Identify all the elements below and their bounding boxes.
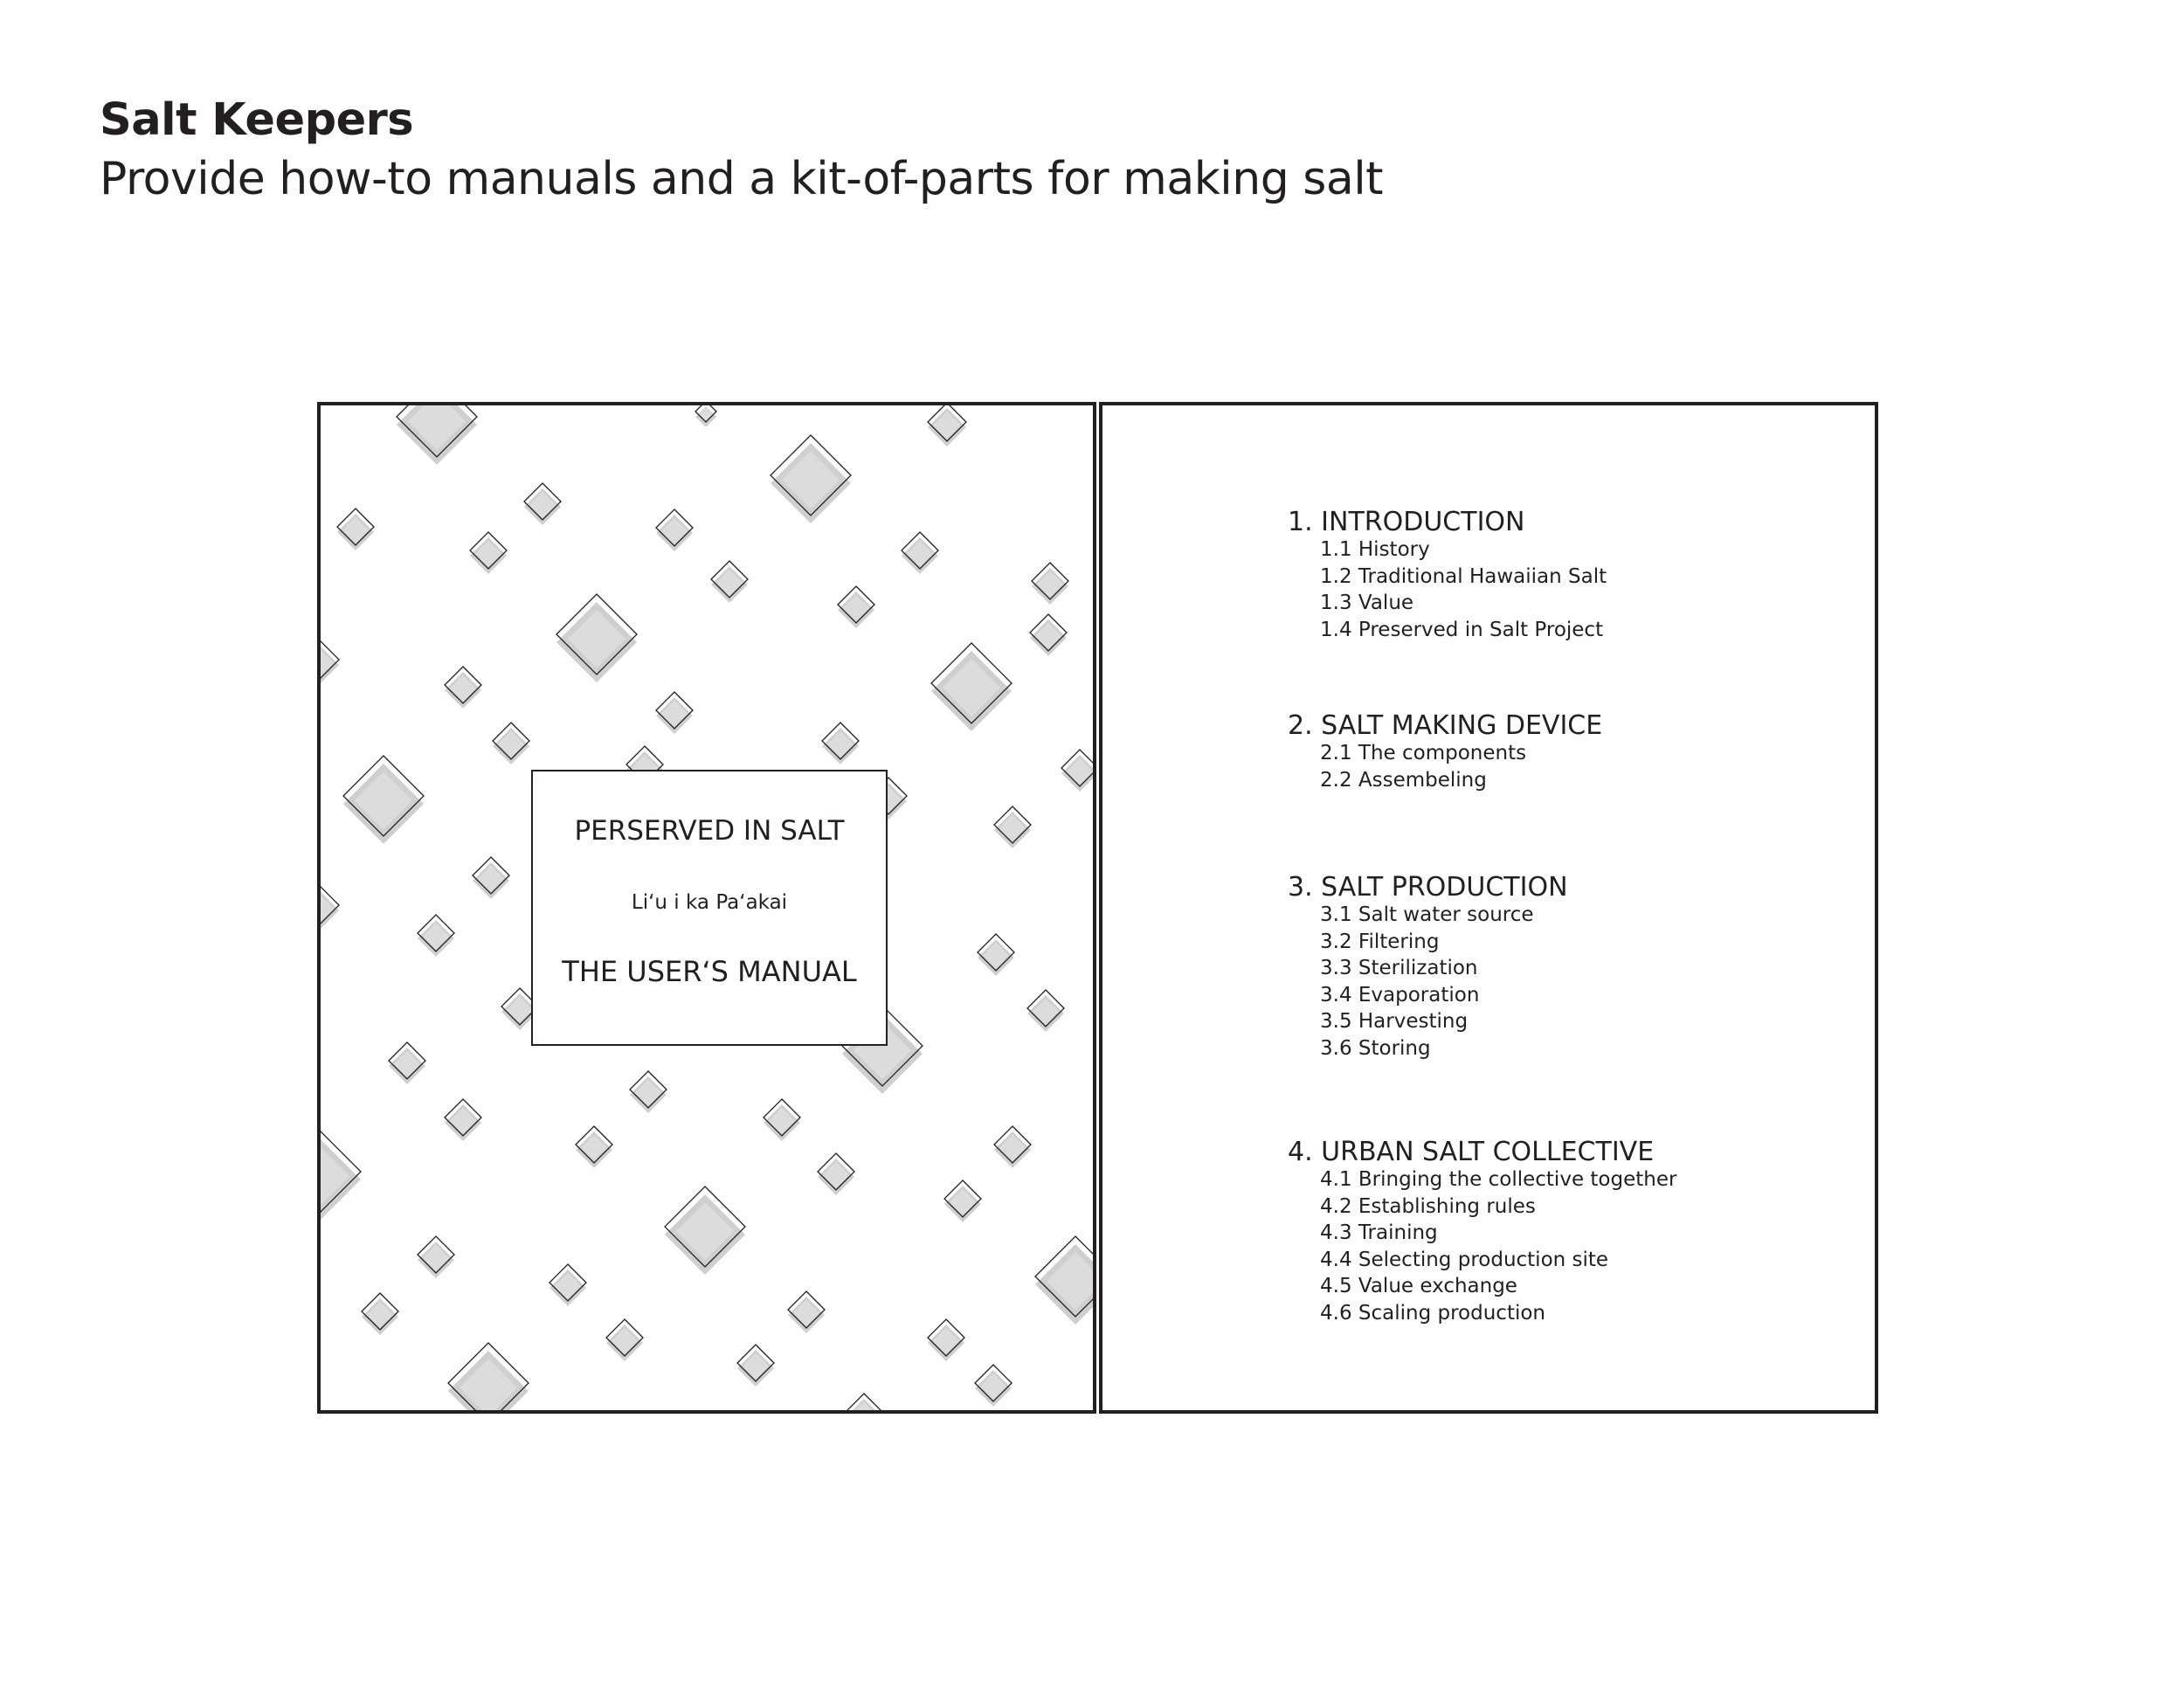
toc-item: 4.3 Training <box>1320 1221 1438 1244</box>
salt-crystal-diamond <box>737 1345 774 1387</box>
cover-manual-title: THE USER‘S MANUAL <box>562 955 857 988</box>
toc-item: 2.2 Assembeling <box>1320 768 1487 792</box>
toc-item: 3.2 Filtering <box>1320 930 1440 953</box>
cover-title-box <box>531 770 888 1046</box>
salt-crystal-diamond <box>576 1126 612 1168</box>
toc-item: 3.5 Harvesting <box>1320 1010 1469 1033</box>
toc-item: 4.4 Selecting production site <box>1320 1248 1609 1271</box>
salt-crystal-diamond <box>418 915 454 957</box>
salt-crystal-diamond <box>606 1319 643 1361</box>
salt-crystal-diamond <box>711 561 748 603</box>
salt-crystal-diamond <box>838 586 874 628</box>
toc-item: 4.6 Scaling production <box>1320 1301 1545 1325</box>
salt-crystal-diamond <box>944 1180 981 1222</box>
salt-crystal-diamond <box>788 1291 825 1333</box>
salt-crystal-diamond <box>771 435 851 523</box>
salt-crystal-diamond <box>362 1293 398 1335</box>
salt-crystal-diamond <box>321 1131 361 1220</box>
salt-crystal-diamond <box>978 934 1014 976</box>
salt-crystal-diamond <box>1035 1236 1096 1325</box>
toc-item: 3.3 Sterilization <box>1320 957 1478 979</box>
salt-crystal-diamond <box>448 1343 529 1414</box>
toc-section-introduction <box>1288 508 1607 643</box>
salt-crystal-diamond <box>343 756 424 844</box>
toc-item: 2.1 The components <box>1320 742 1527 764</box>
cover-hawaiian-title: Li‘u i ka Pa‘akai <box>631 891 788 914</box>
toc-item: 3.6 Storing <box>1320 1036 1431 1060</box>
cover-title: PERSERVED IN SALT <box>574 815 845 847</box>
salt-crystal-diamond <box>524 483 561 525</box>
toc-item: 3.1 Salt water source <box>1320 903 1534 926</box>
salt-crystal-diamond <box>556 594 637 682</box>
salt-crystal-diamond <box>994 806 1031 848</box>
toc-heading: 4. URBAN SALT COLLECTIVE <box>1288 1137 1655 1167</box>
salt-crystal-diamond <box>397 405 477 465</box>
salt-crystal-diamond <box>902 532 938 574</box>
toc-item: 4.2 Establishing rules <box>1320 1194 1536 1218</box>
salt-crystal-diamond <box>321 887 339 929</box>
manual-cover-page <box>317 402 1096 1414</box>
salt-crystal-diamond <box>418 1236 454 1278</box>
salt-crystal-diamond <box>445 1099 481 1141</box>
diamond-fill <box>851 1401 877 1414</box>
toc-section-urban-salt-collective <box>1288 1138 1676 1326</box>
toc-item: 1.2 Traditional Hawaiian Salt <box>1320 564 1607 588</box>
salt-crystal-diamond <box>656 692 693 734</box>
salt-crystal-diamond <box>1061 750 1096 792</box>
salt-crystal-diamond <box>1032 563 1068 605</box>
toc-item: 1.3 Value <box>1320 591 1414 614</box>
salt-crystal-diamond <box>764 1099 800 1141</box>
salt-crystal-diamond <box>389 1042 425 1084</box>
salt-crystal-diamond <box>473 857 509 899</box>
salt-crystal-diamond <box>665 1186 745 1275</box>
salt-crystal-diamond <box>994 1126 1031 1168</box>
salt-crystal-diamond <box>321 641 339 683</box>
toc-item: 4.5 Value exchange <box>1320 1275 1517 1297</box>
salt-crystal-diamond <box>818 1153 854 1195</box>
toc-item: 4.1 Bringing the collective together <box>1320 1168 1677 1191</box>
salt-crystal-diamond <box>931 643 1012 731</box>
page-title: Salt Keepers <box>100 94 414 146</box>
salt-crystal-diamond <box>928 1319 964 1361</box>
salt-crystal-diamond <box>1030 614 1067 656</box>
toc-heading: 1. INTRODUCTION <box>1288 507 1525 537</box>
salt-crystal-diamond <box>822 723 859 764</box>
salt-crystal-diamond <box>846 1394 882 1414</box>
salt-crystal-diamond <box>549 1264 586 1306</box>
salt-crystal-diamond <box>470 532 507 574</box>
toc-item: 1.4 Preserved in Salt Project <box>1320 618 1604 641</box>
toc-item: 3.4 Evaporation <box>1320 983 1480 1007</box>
toc-section-salt-production <box>1288 874 1568 1062</box>
page-subtitle: Provide how-to manuals and a kit-of-parts for making salt <box>100 153 1384 205</box>
toc-heading: 2. SALT MAKING DEVICE <box>1288 710 1603 741</box>
salt-crystal-diamond <box>493 723 529 764</box>
salt-crystal-diamond <box>656 509 693 551</box>
salt-crystal-diamond <box>928 405 966 446</box>
table-of-contents-page <box>1099 402 1878 1414</box>
salt-crystal-diamond <box>1027 990 1064 1032</box>
salt-crystal-diamond <box>695 405 716 427</box>
salt-crystal-diamond <box>630 1071 667 1113</box>
toc-section-salt-making-device <box>1288 712 1602 793</box>
salt-crystal-diamond <box>337 508 374 550</box>
toc-item: 1.1 History <box>1320 538 1430 561</box>
salt-crystal-diamond <box>445 667 481 709</box>
toc-heading: 3. SALT PRODUCTION <box>1288 872 1568 903</box>
salt-crystal-diamond <box>975 1365 1012 1407</box>
